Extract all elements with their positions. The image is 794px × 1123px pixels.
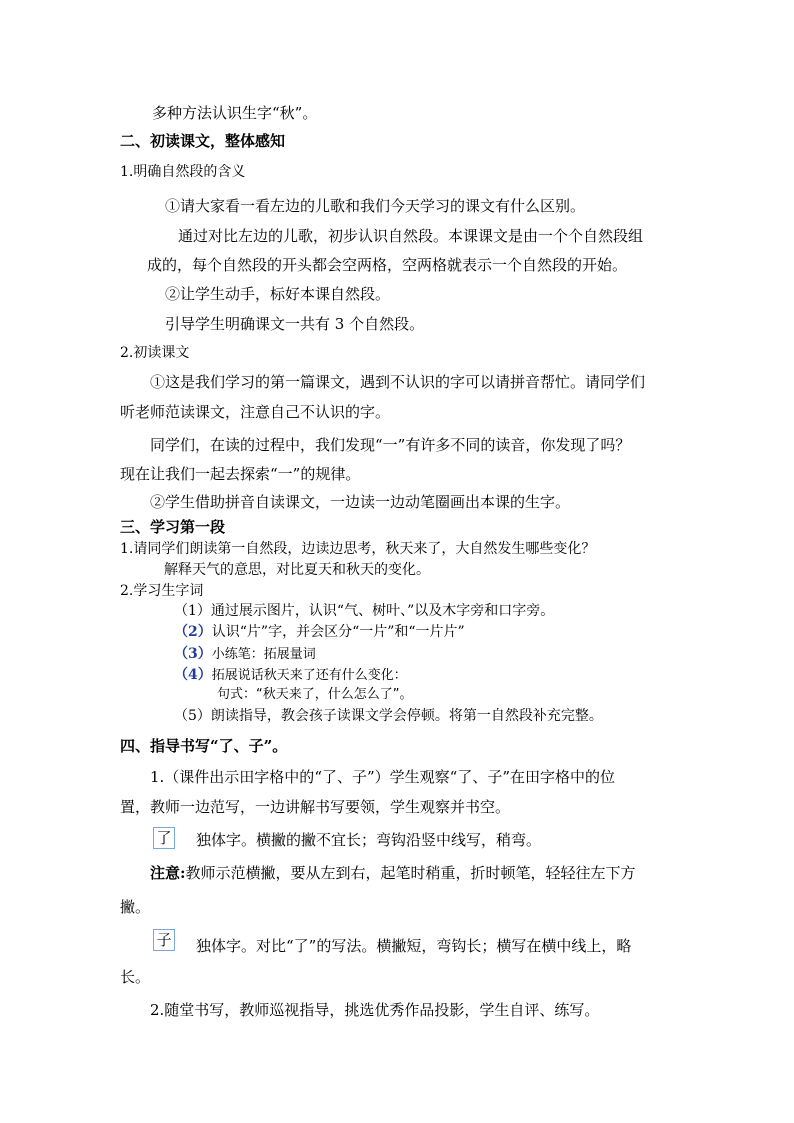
list-item [174,646,316,661]
text-line: 听老师范读课文，注意自己不认识的字。 [120,403,391,421]
section-heading: 二、初读课文，整体感知 [120,132,286,150]
text-line [150,866,636,881]
text-line: 成的，每个自然段的开头都会空两格，空两格就表示一个自然段的开始。 [147,256,628,274]
text-line: 多种方法认识生字“秋”。 [152,104,318,122]
section-heading: 四、指导书写“了、子”。 [120,737,288,755]
sub-heading: 1.明确自然段的含义 [120,164,246,180]
list-item [174,667,407,682]
text-line: 独体字。对比“了”的写法。横撇短，弯钩长；横写在横中线上，略 [196,937,632,955]
text-line: 1.（课件出示田字格中的“了、子”）学生观察“了、子”在田字格中的位 [150,768,615,786]
list-number: （2） [174,624,212,640]
text-line: 引导学生明确课文一共有 3 个自然段。 [165,315,425,333]
text-line: ①这是我们学习的第一篇课文，遇到不认识的字可以请拼音帮忙。请同学们 [150,373,646,391]
text-line: ②学生借助拼音自读课文，一边读一边动笔圈画出本课的生字。 [150,493,571,511]
text-line: 现在让我们一起去探索“一”的规律。 [120,465,361,483]
list-text: 认识“片”字，并会区分“一片”和“一片片” [211,624,465,640]
section-heading: 三、学习第一段 [120,518,226,536]
text-line: 独体字。横撇的撇不宜长；弯钩沿竖中线写，稍弯。 [196,831,542,849]
text-line: 解释天气的意思，对比夏天和秋天的变化。 [164,562,430,578]
text-line: 2.随堂书写，教师巡视指导，挑选优秀作品投影，学生自评、练写。 [150,1001,600,1019]
text-line: ①请大家看一看左边的儿歌和我们今天学习的课文有什么区别。 [165,197,586,215]
text-line: 长。 [120,968,151,986]
list-item: （1）通过展示图片，认识“气、树叶、”以及木字旁和口字旁。 [174,603,555,619]
text-line: ②让学生动手，标好本课自然段。 [165,285,391,303]
sub-heading: 2.初读课文 [120,345,190,361]
list-item: （5）朗读指导，教会孩子读课文学会停顿。将第一自然段补充完整。 [174,708,603,724]
list-text: 小练笔：拓展量词 [211,647,316,662]
sub-heading: 2.学习生字词 [120,583,204,599]
list-number: （3） [174,646,212,662]
text-line: 撇。 [120,898,151,916]
list-text: 拓展说话秋天来了还有什么变化： [211,668,407,683]
text-line: 通过对比左边的儿歌，初步认识自然段。本课课文是由一个个自然段组 [178,227,644,245]
text-line: 置，教师一边范写，一边讲解书写要领，学生观察并书空。 [120,798,511,816]
tianzige-glyph-box: 子 [153,929,175,951]
list-number: （4） [174,667,212,683]
sentence-pattern: 句式：“秋天来了，什么怎么了”。 [217,687,413,702]
note-text: 教师示范横撇，要从左到右，起笔时稍重，折时顿笔，轻轻往左下方 [185,864,636,882]
text-line: 同学们，在读的过程中，我们发现“一”有许多不同的读音，你发现了吗？ [150,436,631,454]
note-label: 注意: [150,864,186,882]
tianzige-glyph-box: 了 [153,827,175,849]
text-line: 1.请同学们朗读第一自然段，边读边思考，秋天来了，大自然发生哪些变化？ [120,541,596,557]
list-item [174,625,465,639]
